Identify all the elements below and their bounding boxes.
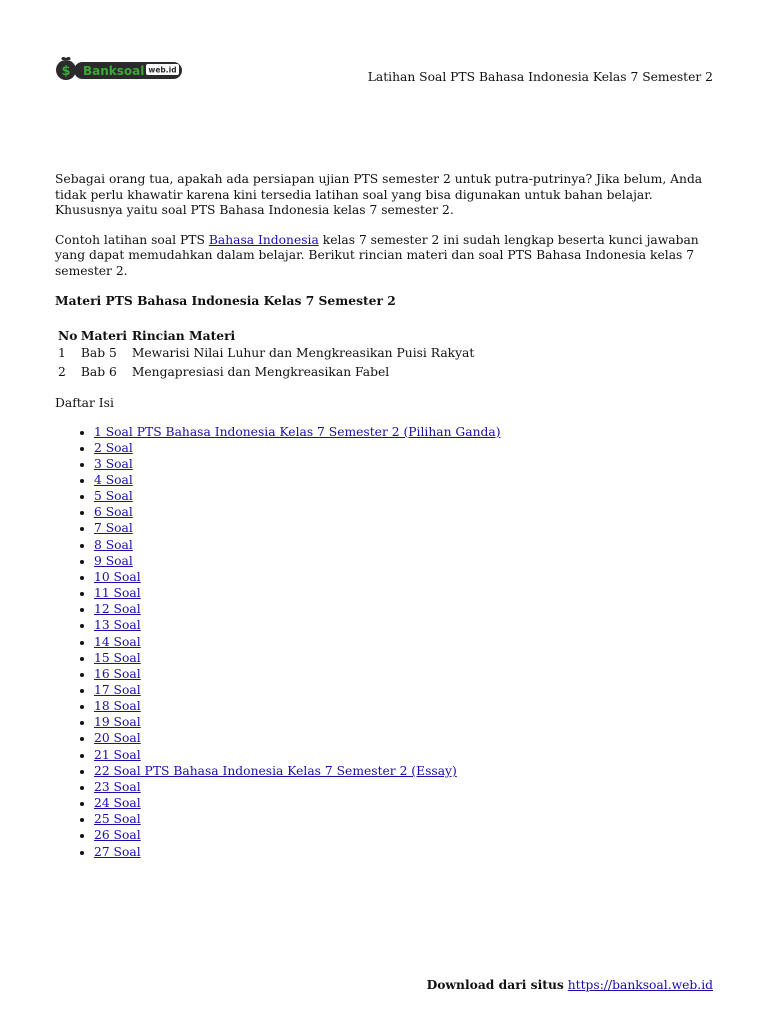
toc-item bbox=[94, 472, 715, 488]
cell-materi: Bab 6 bbox=[80, 364, 117, 379]
toc-item bbox=[94, 424, 715, 440]
cell-no: 2 bbox=[58, 364, 66, 379]
intro-paragraph-2 bbox=[55, 233, 715, 280]
col-rincian-header: Rincian Materi bbox=[131, 327, 236, 343]
cell-materi: Bab 5 bbox=[80, 346, 117, 360]
toc-link[interactable]: 6 Soal bbox=[94, 505, 133, 520]
toc-item bbox=[94, 698, 715, 714]
toc-item bbox=[94, 811, 715, 827]
p2-text-before: Contoh latihan soal PTS bbox=[55, 232, 209, 247]
toc-item bbox=[94, 666, 715, 682]
toc-item bbox=[94, 488, 715, 504]
toc-link[interactable]: 9 Soal bbox=[94, 553, 133, 568]
toc-link[interactable]: 10 Soal bbox=[94, 569, 141, 584]
table-row bbox=[57, 364, 475, 383]
svg-text:$: $ bbox=[61, 64, 71, 79]
cell-rincian: Mengapresiasi dan Mengkreasikan Fabel bbox=[131, 364, 390, 379]
toc-item bbox=[94, 763, 715, 779]
table-header-row bbox=[57, 327, 475, 346]
cell-no: 1 bbox=[58, 346, 66, 360]
toc-item bbox=[94, 617, 715, 633]
article-body bbox=[55, 172, 715, 860]
site-logo[interactable] bbox=[55, 54, 183, 82]
toc-link[interactable]: 21 Soal bbox=[94, 747, 141, 762]
toc-link[interactable]: 7 Soal bbox=[94, 521, 133, 536]
toc-item bbox=[94, 553, 715, 569]
materi-title: Materi PTS Bahasa Indonesia Kelas 7 Semester 2 bbox=[55, 293, 396, 308]
toc-title: Daftar Isi bbox=[55, 396, 114, 410]
toc-link[interactable]: 23 Soal bbox=[94, 779, 141, 794]
toc-link[interactable]: 11 Soal bbox=[94, 586, 141, 601]
toc-item bbox=[94, 601, 715, 617]
toc-link[interactable]: 22 Soal PTS Bahasa Indonesia Kelas 7 Semester 2 (Essay) bbox=[94, 763, 457, 778]
toc-link[interactable]: 15 Soal bbox=[94, 650, 141, 665]
toc-item bbox=[94, 682, 715, 698]
toc-link[interactable]: 2 Soal bbox=[94, 440, 133, 455]
toc-link[interactable]: 1 Soal PTS Bahasa Indonesia Kelas 7 Semester 2 (Pilihan Ganda) bbox=[94, 424, 501, 439]
toc-item bbox=[94, 747, 715, 763]
footer-site-link[interactable]: https://banksoal.web.id bbox=[567, 978, 713, 992]
footer-label: Download dari situs bbox=[426, 977, 564, 992]
bahasa-indonesia-link[interactable]: Bahasa Indonesia bbox=[208, 232, 319, 247]
toc-item bbox=[94, 569, 715, 585]
toc-link[interactable]: 5 Soal bbox=[94, 489, 133, 504]
toc-item bbox=[94, 795, 715, 811]
toc-item bbox=[94, 714, 715, 730]
toc-item bbox=[94, 504, 715, 520]
toc-link[interactable]: 13 Soal bbox=[94, 618, 141, 633]
toc-item bbox=[94, 779, 715, 795]
toc-item bbox=[94, 650, 715, 666]
toc-link[interactable]: 3 Soal bbox=[94, 456, 133, 471]
toc-item bbox=[94, 440, 715, 456]
logo-text: Banksoal bbox=[83, 64, 145, 78]
p2-text-after: kelas 7 semester 2 ini sudah lengkap beserta kunci jawaban yang dapat memudahkan dalam belajar. Berikut rincian materi dan soal PTS Bahasa Indonesia kelas 7 semester 2. bbox=[55, 232, 699, 278]
cell-rincian: Mewarisi Nilai Luhur dan Mengkreasikan Puisi Rakyat bbox=[131, 346, 475, 360]
footer-download bbox=[427, 977, 713, 992]
header-title: Latihan Soal PTS Bahasa Indonesia Kelas 7 Semester 2 bbox=[367, 70, 713, 84]
logo-suffix: web.id bbox=[148, 65, 177, 75]
materi-table bbox=[57, 327, 475, 383]
toc-item bbox=[94, 520, 715, 536]
toc-item bbox=[94, 730, 715, 746]
toc-item bbox=[94, 456, 715, 472]
toc-link[interactable]: 27 Soal bbox=[94, 844, 141, 859]
col-materi-header: Materi bbox=[80, 327, 128, 343]
toc-item bbox=[94, 634, 715, 650]
toc-link[interactable]: 19 Soal bbox=[94, 715, 141, 730]
col-no-header: No bbox=[58, 327, 78, 343]
toc-item bbox=[94, 537, 715, 553]
table-row bbox=[57, 345, 475, 364]
toc-link[interactable]: 4 Soal bbox=[94, 472, 133, 487]
toc-link[interactable]: 14 Soal bbox=[94, 634, 141, 649]
toc-link[interactable]: 12 Soal bbox=[94, 602, 141, 617]
toc-link[interactable]: 17 Soal bbox=[94, 683, 141, 697]
toc-link[interactable]: 8 Soal bbox=[94, 537, 133, 552]
toc-link[interactable]: 24 Soal bbox=[94, 796, 141, 811]
toc-item bbox=[94, 827, 715, 843]
intro-paragraph: Sebagai orang tua, apakah ada persiapan ujian PTS semester 2 untuk putra-putrinya? Jika belum, Anda tidak perlu khawatir karena kini tersedia latihan soal yang bisa digunakan untuk bahan belajar. Khususnya yaitu soal PTS Bahasa Indonesia kelas 7 semester 2. bbox=[55, 172, 703, 217]
toc-item bbox=[94, 844, 715, 860]
toc-link[interactable]: 16 Soal bbox=[94, 666, 141, 681]
toc-link[interactable]: 25 Soal bbox=[94, 812, 141, 827]
toc-item bbox=[94, 585, 715, 601]
toc-link[interactable]: 26 Soal bbox=[94, 828, 141, 843]
toc-link[interactable]: 20 Soal bbox=[94, 731, 141, 746]
toc-link[interactable]: 18 Soal bbox=[94, 699, 141, 714]
toc-list bbox=[55, 424, 715, 860]
money-bag-icon bbox=[55, 54, 183, 82]
